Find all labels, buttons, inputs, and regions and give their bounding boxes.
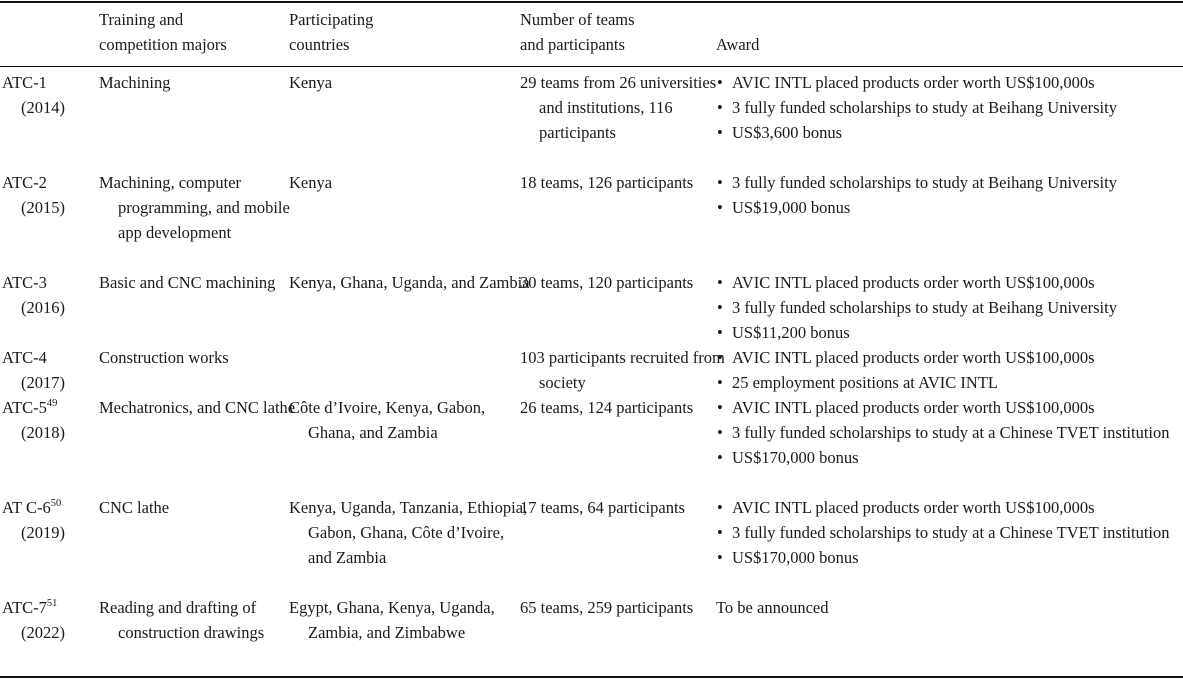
award-item: • US$11,200 bonus [716,320,1181,345]
award-item: • US$19,000 bonus [716,195,1181,220]
row-6-awards [716,495,1181,570]
award-item: • AVIC INTL placed products order worth US$100,000s [716,495,1181,520]
edition-label: ATC-5 [2,398,47,417]
row-1-edition [2,70,65,120]
award-item: • 3 fully funded scholarships to study at a Chinese TVET institution [716,520,1181,545]
row-2-awards [716,170,1181,220]
row-5-countries: Côte d’Ivoire, Kenya, Gabon, Ghana, and Zambia [289,398,486,442]
row-3-countries: Kenya, Ghana, Uganda, and Zambia [289,273,530,292]
row-5-majors: Mechatronics, and CNC lathe [99,398,296,417]
header-rule [0,66,1183,67]
header-countries-line2: countries [289,35,350,54]
row-2-majors: Machining, computer programming, and mobile app development [99,173,290,242]
row-2-countries: Kenya [289,173,333,192]
award-item: • 25 employment positions at AVIC INTL [716,370,1181,395]
row-7-teams: 65 teams, 259 participants [520,598,694,617]
header-majors-line1: Training and [99,10,184,29]
row-4-teams: 103 participants recruited from society [520,348,725,392]
header-teams-line2: and participants [520,35,625,54]
edition-year: (2018) [21,423,65,442]
award-item: • 3 fully funded scholarships to study at Beihang University [716,95,1181,120]
row-5-edition [2,395,65,445]
edition-label: ATC-1 [2,73,47,92]
footnote-ref: 50 [50,497,62,509]
row-7-majors: Reading and drafting of construction drawings [99,598,265,642]
footnote-ref: 51 [46,597,58,609]
award-item: • AVIC INTL placed products order worth US$100,000s [716,395,1181,420]
edition-year: (2017) [21,373,65,392]
table-bottom-rule [0,676,1183,678]
row-6-teams: 17 teams, 64 participants [520,498,685,517]
row-6-edition [2,495,65,545]
edition-year: (2014) [21,98,65,117]
award-item: • US$3,600 bonus [716,120,1181,145]
header-majors [99,7,277,57]
header-countries [289,7,511,57]
row-7-countries: Egypt, Ghana, Kenya, Uganda, Zambia, and Zimbabwe [289,598,495,642]
edition-label: ATC-7 [2,598,47,617]
row-7-award-text: To be announced [716,598,829,617]
edition-label: ATC-2 [2,173,47,192]
award-item: • 3 fully funded scholarships to study at a Chinese TVET institution [716,420,1181,445]
header-award: Award [716,35,760,54]
edition-label: AT C-6 [2,498,51,517]
header-teams [520,7,710,57]
row-4-edition [2,345,65,395]
row-2-edition [2,170,65,220]
row-6-majors: CNC lathe [99,498,170,517]
edition-label: ATC-3 [2,273,47,292]
row-1-teams: 29 teams from 26 universities and institutions, 116 participants [520,73,717,142]
award-item: • 3 fully funded scholarships to study at Beihang University [716,295,1181,320]
header-majors-line2: competition majors [99,35,227,54]
award-item: • 3 fully funded scholarships to study at Beihang University [716,170,1181,195]
footnote-ref: 49 [46,397,58,409]
row-1-majors: Machining [99,73,171,92]
award-item: • US$170,000 bonus [716,445,1181,470]
row-5-awards [716,395,1181,470]
table-top-rule [0,1,1183,3]
row-4-majors: Construction works [99,348,229,367]
row-3-awards [716,270,1181,345]
header-teams-line1: Number of teams [520,10,635,29]
row-7-edition [2,595,65,645]
row-6-countries: Kenya, Uganda, Tanzania, Ethiopia, Gabon, Ghana, Côte d’Ivoire, and Zambia [289,498,528,567]
edition-year: (2015) [21,198,65,217]
row-1-countries: Kenya [289,73,333,92]
edition-year: (2019) [21,523,65,542]
edition-year: (2016) [21,298,65,317]
row-3-teams: 30 teams, 120 participants [520,273,694,292]
row-2-teams: 18 teams, 126 participants [520,173,694,192]
row-3-edition [2,270,65,320]
award-item: • AVIC INTL placed products order worth US$100,000s [716,270,1181,295]
row-4-awards [716,345,1181,395]
row-3-majors: Basic and CNC machining [99,273,276,292]
row-1-awards [716,70,1181,145]
award-item: • AVIC INTL placed products order worth US$100,000s [716,345,1181,370]
edition-label: ATC-4 [2,348,47,367]
header-countries-line1: Participating [289,10,374,29]
award-item: • AVIC INTL placed products order worth US$100,000s [716,70,1181,95]
row-5-teams: 26 teams, 124 participants [520,398,694,417]
edition-year: (2022) [21,623,65,642]
award-item: • US$170,000 bonus [716,545,1181,570]
